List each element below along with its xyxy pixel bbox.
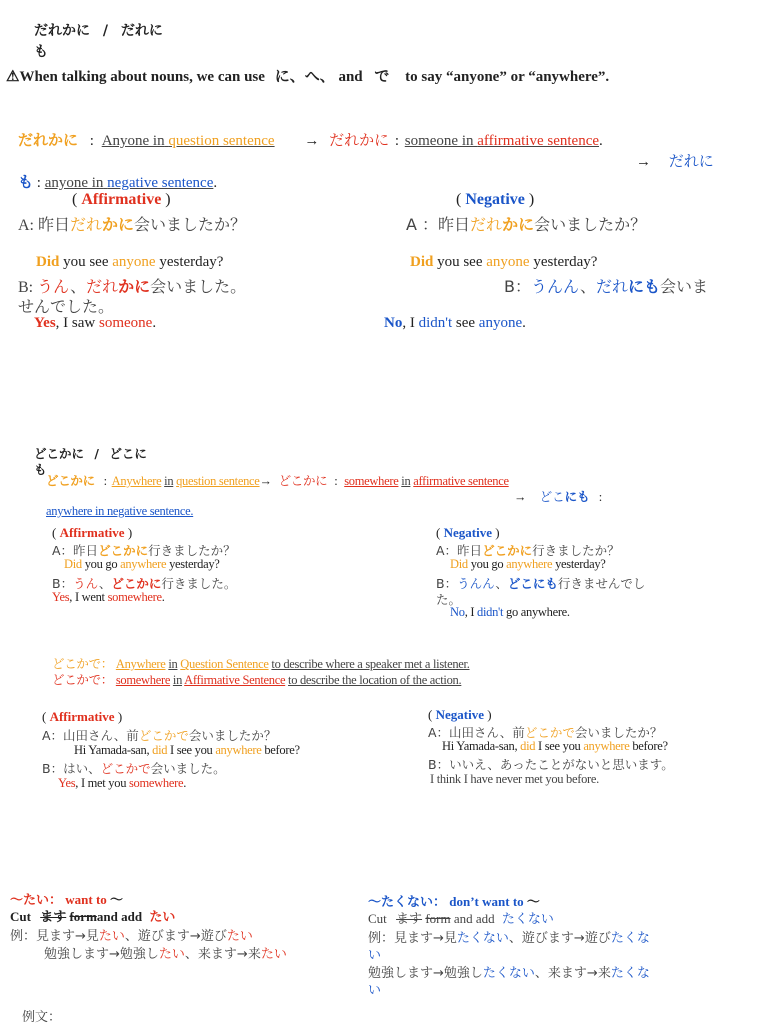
you-go-right: you go (470, 557, 504, 571)
affirmative-label-s3: Affirmative (49, 709, 115, 724)
def-colon-s2: : (103, 474, 107, 488)
def-in: in (164, 474, 174, 488)
intro-line (6, 65, 609, 86)
i-went: , I went (69, 590, 105, 604)
s3-a-left (42, 726, 276, 744)
def-doko: どこ (539, 489, 565, 504)
did-right: Did (410, 254, 434, 270)
s1-b-right (504, 274, 708, 297)
yes-s3: Yes (58, 776, 76, 790)
def-dokokani-2: どこかに (278, 473, 328, 488)
section2-title-wrap: も (34, 462, 47, 477)
s4-right-ex2 (368, 962, 650, 981)
s1-did-left (36, 254, 223, 271)
def-dareni: だれに (668, 152, 714, 170)
hi-yamada-right: Hi Yamada-san, (442, 739, 518, 753)
ex-takunai-1: たくない (456, 931, 509, 946)
def-anywhere-s3: Anywhere (115, 657, 166, 671)
arrow-icon-s2-2: → (514, 490, 527, 504)
somewhere-s2: somewhere (107, 590, 162, 604)
uun-s2: うんん (457, 576, 496, 591)
speaker-b-s3: B：はい、 (42, 761, 101, 776)
def-colon-2: : (394, 133, 400, 149)
masu-strike-right: ます (396, 912, 423, 927)
dokokani-a: どこかに (98, 543, 149, 558)
anywhere-s3: anywhere (215, 743, 262, 757)
affirmative-label-s2: Affirmative (59, 525, 125, 540)
see: see (455, 315, 476, 331)
ikimasendeshi: 行きませんでし (557, 576, 646, 591)
s1-yes-left (34, 315, 156, 332)
go-anywhere: go anywhere. (506, 605, 570, 619)
s4-right-cut (368, 908, 554, 927)
ikimashita: 行きました。 (161, 576, 237, 591)
def-in-2: in (401, 474, 411, 488)
didnt: didn't (418, 315, 453, 331)
def-colon-s2-2: : (334, 474, 338, 488)
negative-label-s3: Negative (435, 707, 484, 722)
anywhere-s3-right: anywhere (583, 739, 630, 753)
intro-pre: ⚠When talking about nouns, we can use (6, 69, 265, 85)
comma-i: , I (402, 315, 415, 331)
speaker-a-s3: A：山田さん、前 (42, 728, 139, 743)
ikimashitaka-right: 行きましたか？ (532, 543, 620, 558)
yes: Yes (34, 315, 56, 331)
s4-right-ex1-wrap: い (368, 948, 382, 963)
def-anyone-in-question (102, 133, 275, 149)
you-see-right: you see (437, 254, 483, 270)
didnt-s2: didn't (477, 605, 504, 619)
ex-mimasu-right: 例：見ます→見 (368, 931, 457, 946)
dare-b-right: だれ (595, 277, 628, 296)
arrow-icon-s2: → (259, 474, 272, 488)
ex-kimasu-right: 、来ます→来 (534, 966, 611, 981)
section1-title (34, 20, 163, 40)
s3-hi-left (74, 743, 300, 758)
aimashitaka-right: 会いましたか？ (534, 215, 647, 234)
dokokani-b: どこかに (111, 576, 162, 591)
def-somewhere: somewhere (344, 474, 399, 488)
ex-tai-4: たい (260, 947, 287, 962)
yesterday-right: yesterday? (533, 254, 598, 270)
s3-affirmative-label: ( Affirmative ) (42, 709, 123, 724)
ex-benkyou: 勉強します→勉強し (44, 947, 159, 962)
ex-tai-3: たい (158, 947, 185, 962)
dare-b: だれ (86, 277, 119, 296)
affirmative-label: Affirmative (81, 191, 162, 208)
s2-did-right (450, 557, 606, 572)
title-dareni: だれに (120, 23, 163, 39)
before-right: before? (632, 739, 668, 753)
speaker-b-s2: B： (52, 576, 74, 591)
un-s2: うん (73, 576, 99, 591)
ex-takunai-2: たくない (482, 966, 535, 981)
s1-no-right (384, 315, 526, 332)
intro-de: で (374, 67, 390, 85)
i-saw: , I saw (55, 315, 96, 331)
s1-def-line-1 (18, 129, 603, 150)
i-met-you: , I met you (75, 776, 127, 790)
dokokade-b: どこかで (100, 761, 151, 776)
s3-b-left (42, 759, 226, 777)
form-strike: form (69, 909, 97, 924)
comma-s2: 、 (98, 576, 112, 591)
title-dokokani: どこかに (34, 446, 85, 461)
title-separator-2: / (94, 446, 99, 461)
s1-def-line-2 (636, 150, 714, 171)
s1-b-wrap: せんでした。 (18, 297, 115, 316)
anywhere-s2-right: anywhere (506, 557, 553, 571)
dare-right: だれ (470, 215, 503, 234)
i-see-you: I see you (170, 743, 213, 757)
period-no: . (522, 315, 526, 331)
def-darekani: だれかに (18, 131, 79, 149)
s2-affirmative-label: ( Affirmative ) (52, 525, 133, 540)
masu-strike: ます (40, 910, 67, 925)
yesterday-s2: yesterday? (169, 557, 220, 571)
s2-negative-label: ( Negative ) (436, 525, 500, 540)
tai-add: たい (149, 910, 176, 925)
anyone-no: anyone (478, 315, 523, 331)
s3-hi-right (442, 739, 668, 754)
speaker-b: B: (18, 279, 34, 296)
s1-did-right (410, 254, 597, 271)
ex-takuna-1: たくな (610, 931, 650, 946)
ex-asobimasu-right: 、遊びます→遊び (508, 931, 611, 946)
section2-title (34, 444, 147, 462)
want-to: want to (65, 892, 107, 907)
def-dokokade: どこかで： (52, 656, 114, 671)
s2-b-right-wrap: た。 (436, 592, 462, 607)
yesterday: yesterday? (159, 254, 224, 270)
somewhere-s3: somewhere (128, 776, 184, 790)
kani-b: かに (118, 277, 151, 296)
aimashita-s3: 会いました。 (150, 761, 226, 776)
comma-s2-right: 、 (495, 576, 508, 591)
dokokani-a-right: どこかに (482, 543, 533, 558)
s4-right-ex2-wrap: い (368, 983, 382, 998)
s2-did-left (64, 557, 220, 572)
def-affirmative-sentence-s3: Affirmative Sentence (184, 673, 286, 687)
speaker-a-right: A ：昨日 (406, 215, 471, 234)
ex-tai-1: たい (98, 929, 125, 944)
nimo: にも (627, 277, 660, 296)
did-s2: Did (64, 557, 82, 571)
ikimashitaka: 行きましたか？ (148, 543, 236, 558)
title-dokoni: どこに (109, 446, 147, 461)
you-go: you go (84, 557, 118, 571)
def-affirmative-sentence: affirmative sentence (477, 133, 600, 149)
negative-label-s2: Negative (443, 525, 492, 540)
aimashitaka: 会いましたか？ (134, 215, 247, 234)
speaker-a-s3-right: A：山田さん、前 (428, 725, 525, 740)
someone: someone (99, 315, 153, 331)
def-negative-sentence: negative sentence (107, 175, 214, 191)
period-s3: . (183, 776, 187, 790)
ex-asobimasu: 、遊びます→遊び (124, 929, 227, 944)
def-question-sentence: question sentence (168, 133, 275, 149)
and-add: and add (96, 909, 143, 924)
arrow-icon-2: → (636, 154, 651, 170)
s4-left-cut (10, 906, 175, 925)
s1-negative-label: ( Negative ) (456, 191, 535, 208)
s2-def-line-2 (514, 487, 602, 505)
aimashita: 会いました。 (150, 277, 247, 296)
def-period: . (599, 133, 603, 149)
s3-b-right: B：いいえ、あったことがないと思います。 (428, 757, 674, 772)
aimase: 会いま (660, 277, 709, 296)
def-darekani-2: だれかに (329, 131, 390, 149)
ex-kimasu: 、来ます→来 (184, 947, 261, 962)
dokokade-a: どこかで (138, 728, 189, 743)
anywhere-s2: anywhere (120, 557, 167, 571)
s2-def-line-1 (46, 471, 509, 489)
cut-right: Cut (368, 911, 387, 926)
hi-yamada: Hi Yamada-san, (74, 743, 150, 757)
did-s3-right: did (520, 739, 536, 753)
aimashitaka-s3-right: 会いましたか？ (574, 725, 663, 740)
before: before? (264, 743, 300, 757)
def-describe-meet: to describe where a speaker met a listener. (271, 657, 470, 671)
did-s3: did (152, 743, 168, 757)
def-period-2: . (213, 175, 218, 191)
kani-right: かに (502, 215, 535, 234)
speaker-a-s2: A：昨日 (52, 543, 99, 558)
title-separator: / (102, 23, 108, 39)
comma: 、 (70, 277, 87, 296)
def-in-s3: in (168, 657, 178, 671)
def-anywhere: Anywhere (111, 474, 162, 488)
ex-takuna-2: たくな (610, 966, 650, 981)
speaker-a-s2-right: A：昨日 (436, 543, 483, 558)
s4-left-ex1 (10, 925, 253, 944)
reibun-label: 例文： (22, 1010, 62, 1025)
def-question-sentence-s3: Question Sentence (180, 657, 269, 671)
speaker-b-s2-right: B： (436, 576, 458, 591)
dokokade-a-right: どこかで (524, 725, 575, 740)
s4-left-ex2 (44, 943, 287, 962)
def-someone-in-affirmative (405, 133, 599, 149)
def-someone-in: someone in (404, 133, 474, 149)
takunai-add: たくない (501, 912, 554, 927)
def-dokokade-2: どこかで： (52, 672, 114, 687)
def-in-s3-2: in (172, 673, 183, 687)
period-s2: . (161, 590, 165, 604)
dare: だれ (70, 215, 103, 234)
def-describe-location: to describe the location of the action. (288, 673, 462, 687)
i-see-you-right: I see you (538, 739, 581, 753)
speaker-b-right: B： (504, 277, 531, 296)
def-dokokani: どこかに (46, 473, 95, 488)
s1-a-right (406, 212, 646, 235)
kinou: 昨日 (38, 215, 71, 234)
takunai-title: 〜たくない： (368, 895, 447, 910)
did: Did (36, 254, 60, 270)
kani: かに (102, 215, 135, 234)
and-add-right: and add (453, 911, 495, 926)
you-see: you see (63, 254, 109, 270)
cut: Cut (10, 909, 31, 924)
s2-def-line-3: anywhere in negative sentence. (46, 504, 194, 518)
period: . (152, 315, 157, 331)
def-anyone-in-neg: anyone in (44, 175, 104, 191)
def-anyone-in: Anyone in (101, 133, 165, 149)
s2-yes-left (52, 590, 165, 605)
tilde-right: 〜 (526, 895, 540, 910)
s3-think-right: I think I have never met you before. (430, 772, 599, 786)
no: No (384, 315, 403, 331)
un: うん (37, 277, 71, 296)
anyone-right: anyone (486, 254, 530, 270)
speaker-a: A: (18, 217, 34, 234)
aimashitaka-s3: 会いましたか？ (188, 728, 277, 743)
def-colon-s2-3: : (598, 490, 603, 504)
form-strike-right: form (425, 911, 451, 926)
comma-i-s2: , I (464, 605, 475, 619)
no-s2: No (450, 605, 465, 619)
s3-negative-label: ( Negative ) (428, 707, 492, 722)
comma-right: 、 (579, 277, 596, 296)
tai-title: 〜たい： (10, 893, 63, 908)
did-s2-right: Did (450, 557, 468, 571)
intro-and: and (338, 69, 363, 85)
def-question-sentence-s2: question sentence (176, 474, 260, 488)
ex-tai-2: たい (226, 929, 253, 944)
s3-def-line-2 (52, 670, 461, 688)
def-mo: も (18, 173, 34, 191)
negative-label: Negative (465, 191, 525, 208)
s1-affirmative-label: ( Affirmative ) (72, 191, 171, 208)
s1-def-line-3: も : anyone in negative sentence. (18, 173, 218, 191)
intro-post: to say “anyone” or “anywhere”. (405, 69, 610, 85)
uun: うんん (530, 277, 580, 296)
tilde: 〜 (110, 893, 124, 908)
section1-title-wrap: も (34, 44, 48, 60)
arrow-icon: → (304, 133, 320, 149)
s1-a-left (18, 212, 246, 235)
s3-yes-left (58, 776, 186, 791)
title-darekani: だれかに (34, 23, 90, 39)
yes-s2: Yes (52, 590, 70, 604)
def-colon: : (89, 133, 94, 149)
s2-no-right (450, 605, 570, 620)
dont-want-to: don’t want to (449, 894, 524, 909)
def-nimo: にも (564, 489, 590, 504)
def-somewhere-s3: somewhere (115, 673, 171, 687)
yesterday-s2-right: yesterday? (555, 557, 606, 571)
def-affirmative-sentence-s2: affirmative sentence (413, 474, 509, 488)
s4-right-ex1 (368, 927, 650, 946)
ex-benkyou-right: 勉強します→勉強し (368, 966, 483, 981)
anyone: anyone (112, 254, 156, 270)
def-anyone-in-negative (45, 175, 214, 191)
intro-particles: に、へ、 (274, 67, 335, 85)
s2-b-right (436, 574, 645, 592)
dokonimo-b: どこにも (507, 576, 558, 591)
ex-mimasu: 例：見ます→見 (10, 929, 99, 944)
